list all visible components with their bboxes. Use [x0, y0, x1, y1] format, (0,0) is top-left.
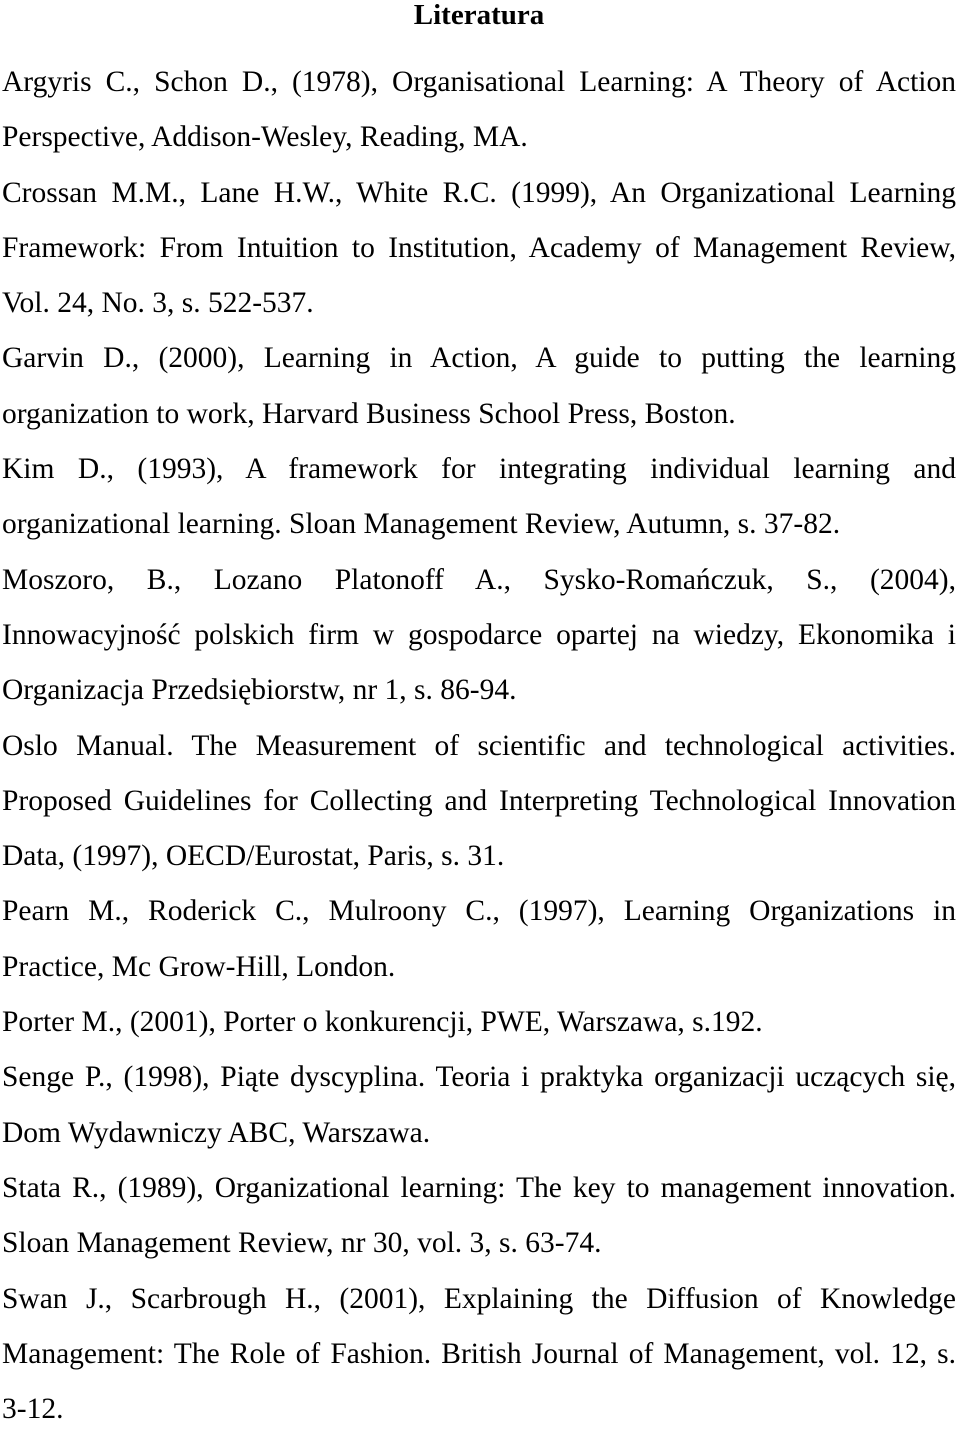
reference-item: Crossan M.M., Lane H.W., White R.C. (1999), An Organizational Learning Framework: From Intuition to Institution, Academy of Management Review, Vol. 24, No. 3, s. 522-537. — [2, 176, 956, 320]
page-title: Literatura — [413, 0, 545, 31]
reference-item: Senge P., (1998), Piąte dyscyplina. Teoria i praktyka organizacji uczących się, Dom Wydawniczy ABC, Warszawa. — [2, 1061, 956, 1149]
reference-item: Stata R., (1989), Organizational learning: The key to management innovation. Sloan Management Review, nr 30, vol. 3, s. 63-74. — [2, 1171, 956, 1260]
reference-item: Garvin D., (2000), Learning in Action, A guide to putting the learning organization to work, Harvard Business School Press, Boston. — [2, 342, 956, 430]
reference-item: Kim D., (1993), A framework for integrating individual learning and organizational learning. Sloan Management Review, Autumn, s. 37-82. — [2, 453, 956, 541]
reference-list — [2, 55, 956, 1437]
reference-item: Oslo Manual. The Measurement of scientific and technological activities. Proposed Guidelines for Collecting and Interpreting Technological Innovation Data, (1997), OECD/Eurostat, Paris, s. 31. — [2, 729, 956, 873]
reference-item: Pearn M., Roderick C., Mulroony C., (1997), Learning Organizations in Practice, Mc Grow-Hill, London. — [2, 895, 956, 983]
reference-item: Swan J., Scarbrough H., (2001), Explaining the Diffusion of Knowledge Management: The Role of Fashion. British Journal of Management, vol. 12, s. 3-12. — [2, 1282, 956, 1426]
reference-item: Porter M., (2001), Porter o konkurencji, PWE, Warszawa, s.192. — [2, 1006, 763, 1039]
reference-item: Moszoro, B., Lozano Platonoff A., Sysko-Romańczuk, S., (2004), Innowacyjność polskich firm w gospodarce opartej na wiedzy, Ekonomika i Organizacja Przedsiębiorstw, nr 1, s. 86-94. — [2, 563, 956, 707]
reference-item: Argyris C., Schon D., (1978), Organisational Learning: A Theory of Action Perspective, Addison-Wesley, Reading, MA. — [2, 66, 956, 154]
